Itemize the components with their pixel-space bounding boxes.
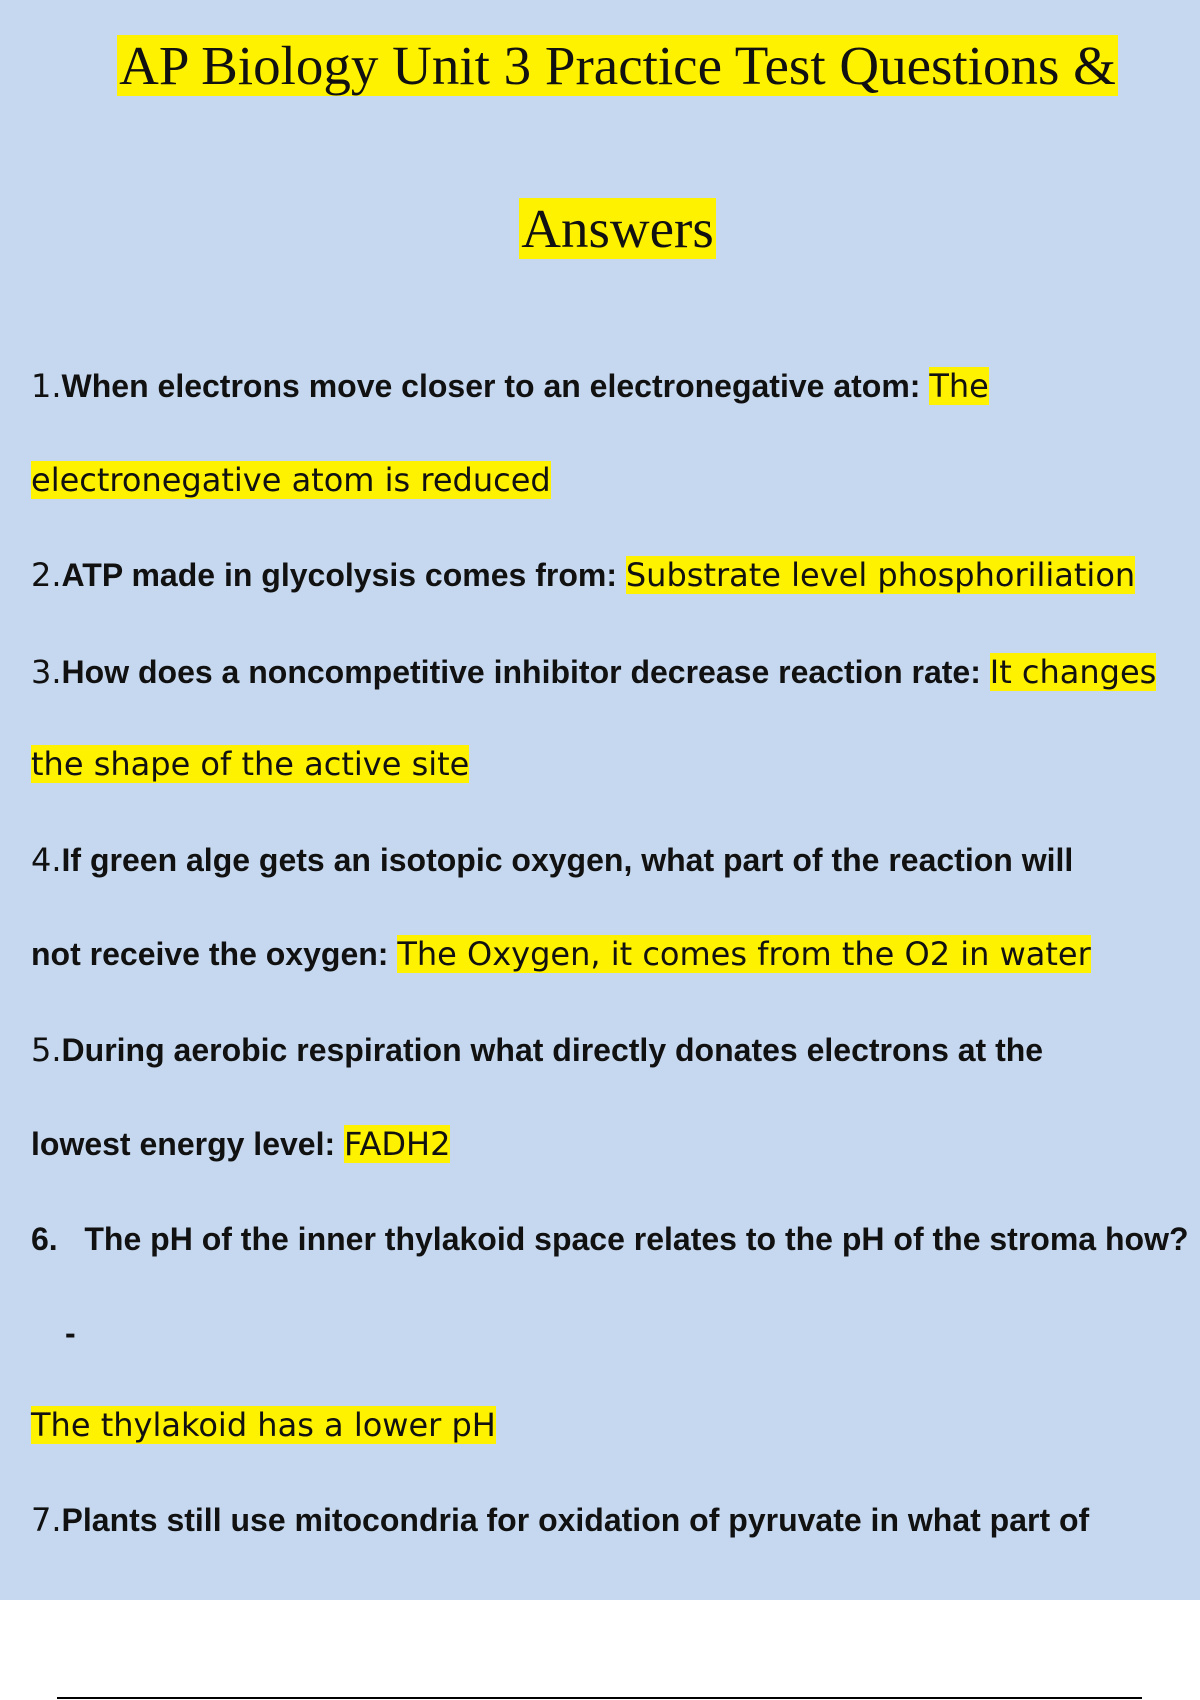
question-text: ATP made in glycolysis comes from: [61, 557, 617, 593]
question-number: 6. [31, 1221, 58, 1257]
question-7 [31, 1500, 1089, 1540]
question-text: Plants still use mitocondria for oxidation of pyruvate in what part of [61, 1502, 1090, 1538]
question-number: 1. [31, 367, 62, 405]
question-2 [31, 555, 1135, 595]
dash-marker: - [65, 1315, 76, 1351]
question-number: 7. [31, 1501, 62, 1539]
question-4 [31, 840, 1073, 880]
question-number: 5. [31, 1031, 62, 1069]
answer-text: The Oxygen, it comes from the O2 in water [397, 935, 1091, 973]
question-6-dash [65, 1313, 76, 1353]
footer-divider [57, 1697, 1142, 1699]
title-highlight-1: AP Biology Unit 3 Practice Test Questions & [119, 35, 1116, 96]
question-number: 4. [31, 841, 62, 879]
answer-text: the shape of the active site [31, 745, 470, 783]
answer-6 [31, 1405, 496, 1445]
answer-text: It changes [989, 653, 1157, 691]
question-1 [31, 366, 989, 406]
question-text: The pH of the inner thylakoid space relates to the pH of the stroma how? [84, 1221, 1189, 1257]
question-number: 2. [31, 556, 62, 594]
question-3 [31, 652, 1156, 692]
answer-text: FADH2 [344, 1125, 451, 1163]
answer-1-continued [31, 460, 551, 500]
question-text: If green alge gets an isotopic oxygen, what part of the reaction will [61, 842, 1074, 878]
question-5 [31, 1030, 1043, 1070]
question-text: How does a noncompetitive inhibitor decrease reaction rate: [61, 654, 981, 690]
answer-text: The [929, 367, 989, 405]
question-text: lowest energy level: [31, 1126, 336, 1162]
title-highlight-2: Answers [521, 198, 714, 259]
question-6 [31, 1219, 1189, 1259]
question-4-continued [31, 934, 1091, 974]
answer-text: Substrate level phosphoriliation [625, 556, 1136, 594]
answer-3-continued [31, 744, 469, 784]
document-title-line-1 [0, 33, 1200, 99]
question-number: 3. [31, 653, 62, 691]
document-title-line-2 [0, 196, 1200, 262]
answer-text: The thylakoid has a lower pH [31, 1406, 496, 1444]
answer-text: electronegative atom is reduced [31, 461, 551, 499]
question-text: During aerobic respiration what directly donates electrons at the [61, 1032, 1044, 1068]
question-text: When electrons move closer to an electronegative atom: [61, 368, 921, 404]
question-5-continued [31, 1124, 450, 1164]
question-text: not receive the oxygen: [31, 936, 389, 972]
